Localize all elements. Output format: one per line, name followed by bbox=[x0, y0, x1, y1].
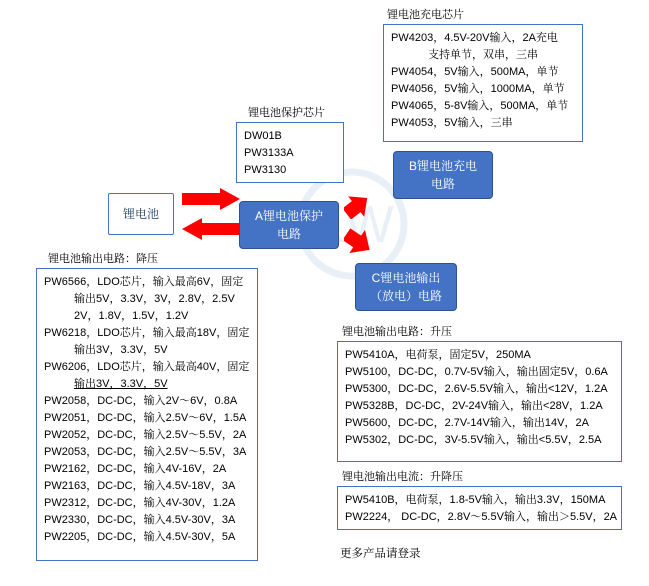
buckboost-line: PW5410B，电荷泵，1.8-5V输入，输出3.3V，150MA bbox=[345, 494, 606, 506]
buck-line: PW2053，DC-DC，输入2.5V～5.5V，3A bbox=[44, 446, 247, 458]
node-charge-line1: B锂电池充电 bbox=[408, 159, 477, 173]
node-output-circuit[interactable] bbox=[355, 263, 457, 311]
protect-chip-line: PW3133A bbox=[244, 147, 294, 159]
label-charge-chip: 锂电池充电芯片 bbox=[387, 9, 464, 21]
boost-line: PW5100，DC-DC，0.7V-5V输入，输出固定5V，0.6A bbox=[345, 366, 608, 378]
boost-line: PW5302，DC-DC，3V-5.5V输入，输出<5.5V，2.5A bbox=[345, 434, 602, 446]
buck-line: PW6218，LDO芯片，输入最高18V，固定 bbox=[44, 327, 250, 339]
node-output-line1: C锂电池输出 bbox=[371, 271, 441, 285]
arrow-protect-to-battery bbox=[182, 218, 240, 240]
footer-text: 更多产品请登录 bbox=[340, 548, 421, 560]
buck-line: PW2330，DC-DC，输入4.5V-30V，3A bbox=[44, 514, 236, 526]
buck-line: PW6206，LDO芯片，输入最高40V，固定 bbox=[44, 361, 250, 373]
node-protect-line2: 电路 bbox=[276, 227, 301, 241]
buck-box bbox=[36, 268, 258, 561]
buck-line: 2V，1.8V，1.5V，1.2V bbox=[74, 310, 189, 322]
label-out-buck: 锂电池输出电路：降压 bbox=[48, 253, 158, 265]
buck-line: 输出3V，3.3V，5V bbox=[74, 378, 168, 390]
arrow-protect-to-output bbox=[344, 228, 372, 256]
boost-box bbox=[337, 341, 622, 462]
buck-line: PW2312，DC-DC，输入4V-30V，1.2A bbox=[44, 497, 236, 509]
boost-line: PW5300，DC-DC，2.6V-5.5V输入，输出<12V，1.2A bbox=[345, 383, 608, 395]
label-out-boost: 锂电池输出电路：升压 bbox=[342, 326, 452, 338]
arrow-protect-to-charge bbox=[344, 193, 370, 219]
node-protect-circuit[interactable] bbox=[239, 201, 339, 249]
protect-chip-box bbox=[236, 122, 344, 183]
label-out-buckboost: 锂电池输出电流：升降压 bbox=[342, 471, 463, 483]
buck-line: 输出5V，3.3V，3V，2.8V，2.5V bbox=[74, 293, 235, 305]
buck-line: PW2052，DC-DC，输入2.5V～5.5V，2A bbox=[44, 429, 247, 441]
node-battery-label: 锂电池 bbox=[122, 207, 159, 221]
charge-chip-line: PW4056，5V输入，1000MA，单节 bbox=[391, 83, 565, 95]
node-charge-circuit[interactable] bbox=[393, 151, 493, 199]
node-protect-line1: A锂电池保护 bbox=[254, 209, 323, 223]
charge-chip-line: 支持单节，双串，三串 bbox=[428, 49, 538, 61]
protect-chip-line: DW01B bbox=[244, 130, 282, 142]
buck-line: 输出3V，3.3V，5V bbox=[74, 344, 168, 356]
buck-line: PW2058，DC-DC，输入2V～6V，0.8A bbox=[44, 395, 238, 407]
buckboost-line: PW2224， DC-DC，2.8V～5.5V输入，输出＞5.5V，2A bbox=[345, 511, 618, 523]
svg-text:KW: KW bbox=[310, 196, 394, 254]
buck-line: PW2205，DC-DC，输入4.5V-30V，5A bbox=[44, 531, 236, 543]
arrow-battery-to-protect bbox=[182, 188, 240, 210]
charge-chip-line: PW4053，5V输入，三串 bbox=[391, 117, 513, 129]
charge-chip-line: PW4203，4.5V-20V输入，2A充电 bbox=[391, 32, 558, 44]
charge-chip-box bbox=[383, 24, 583, 142]
buckboost-box bbox=[337, 486, 622, 530]
buck-line: PW6566，LDO芯片，输入最高6V，固定 bbox=[44, 276, 244, 288]
boost-line: PW5600，DC-DC，2.7V-14V输入，输出14V，2A bbox=[345, 417, 589, 429]
charge-chip-line: PW4054，5V输入，500MA，单节 bbox=[391, 66, 559, 78]
node-output-line2: （放电）电路 bbox=[369, 289, 442, 303]
boost-line: PW5410A，电荷泵，固定5V，250MA bbox=[345, 349, 531, 361]
buck-line: PW2051，DC-DC，输入2.5V～6V，1.5A bbox=[44, 412, 247, 424]
boost-line: PW5328B，DC-DC，2V-24V输入，输出<28V，1.2A bbox=[345, 400, 603, 412]
node-charge-line2: 电路 bbox=[430, 177, 455, 191]
protect-chip-line: PW3130 bbox=[244, 164, 287, 176]
label-protect-chip: 锂电池保护芯片 bbox=[248, 107, 325, 119]
node-battery[interactable] bbox=[108, 193, 174, 235]
buck-line: PW2162，DC-DC，输入4V-16V，2A bbox=[44, 463, 227, 475]
charge-chip-line: PW4065，5-8V输入，500MA，单节 bbox=[391, 100, 569, 112]
buck-line: PW2163，DC-DC，输入4.5V-18V，3A bbox=[44, 480, 236, 492]
